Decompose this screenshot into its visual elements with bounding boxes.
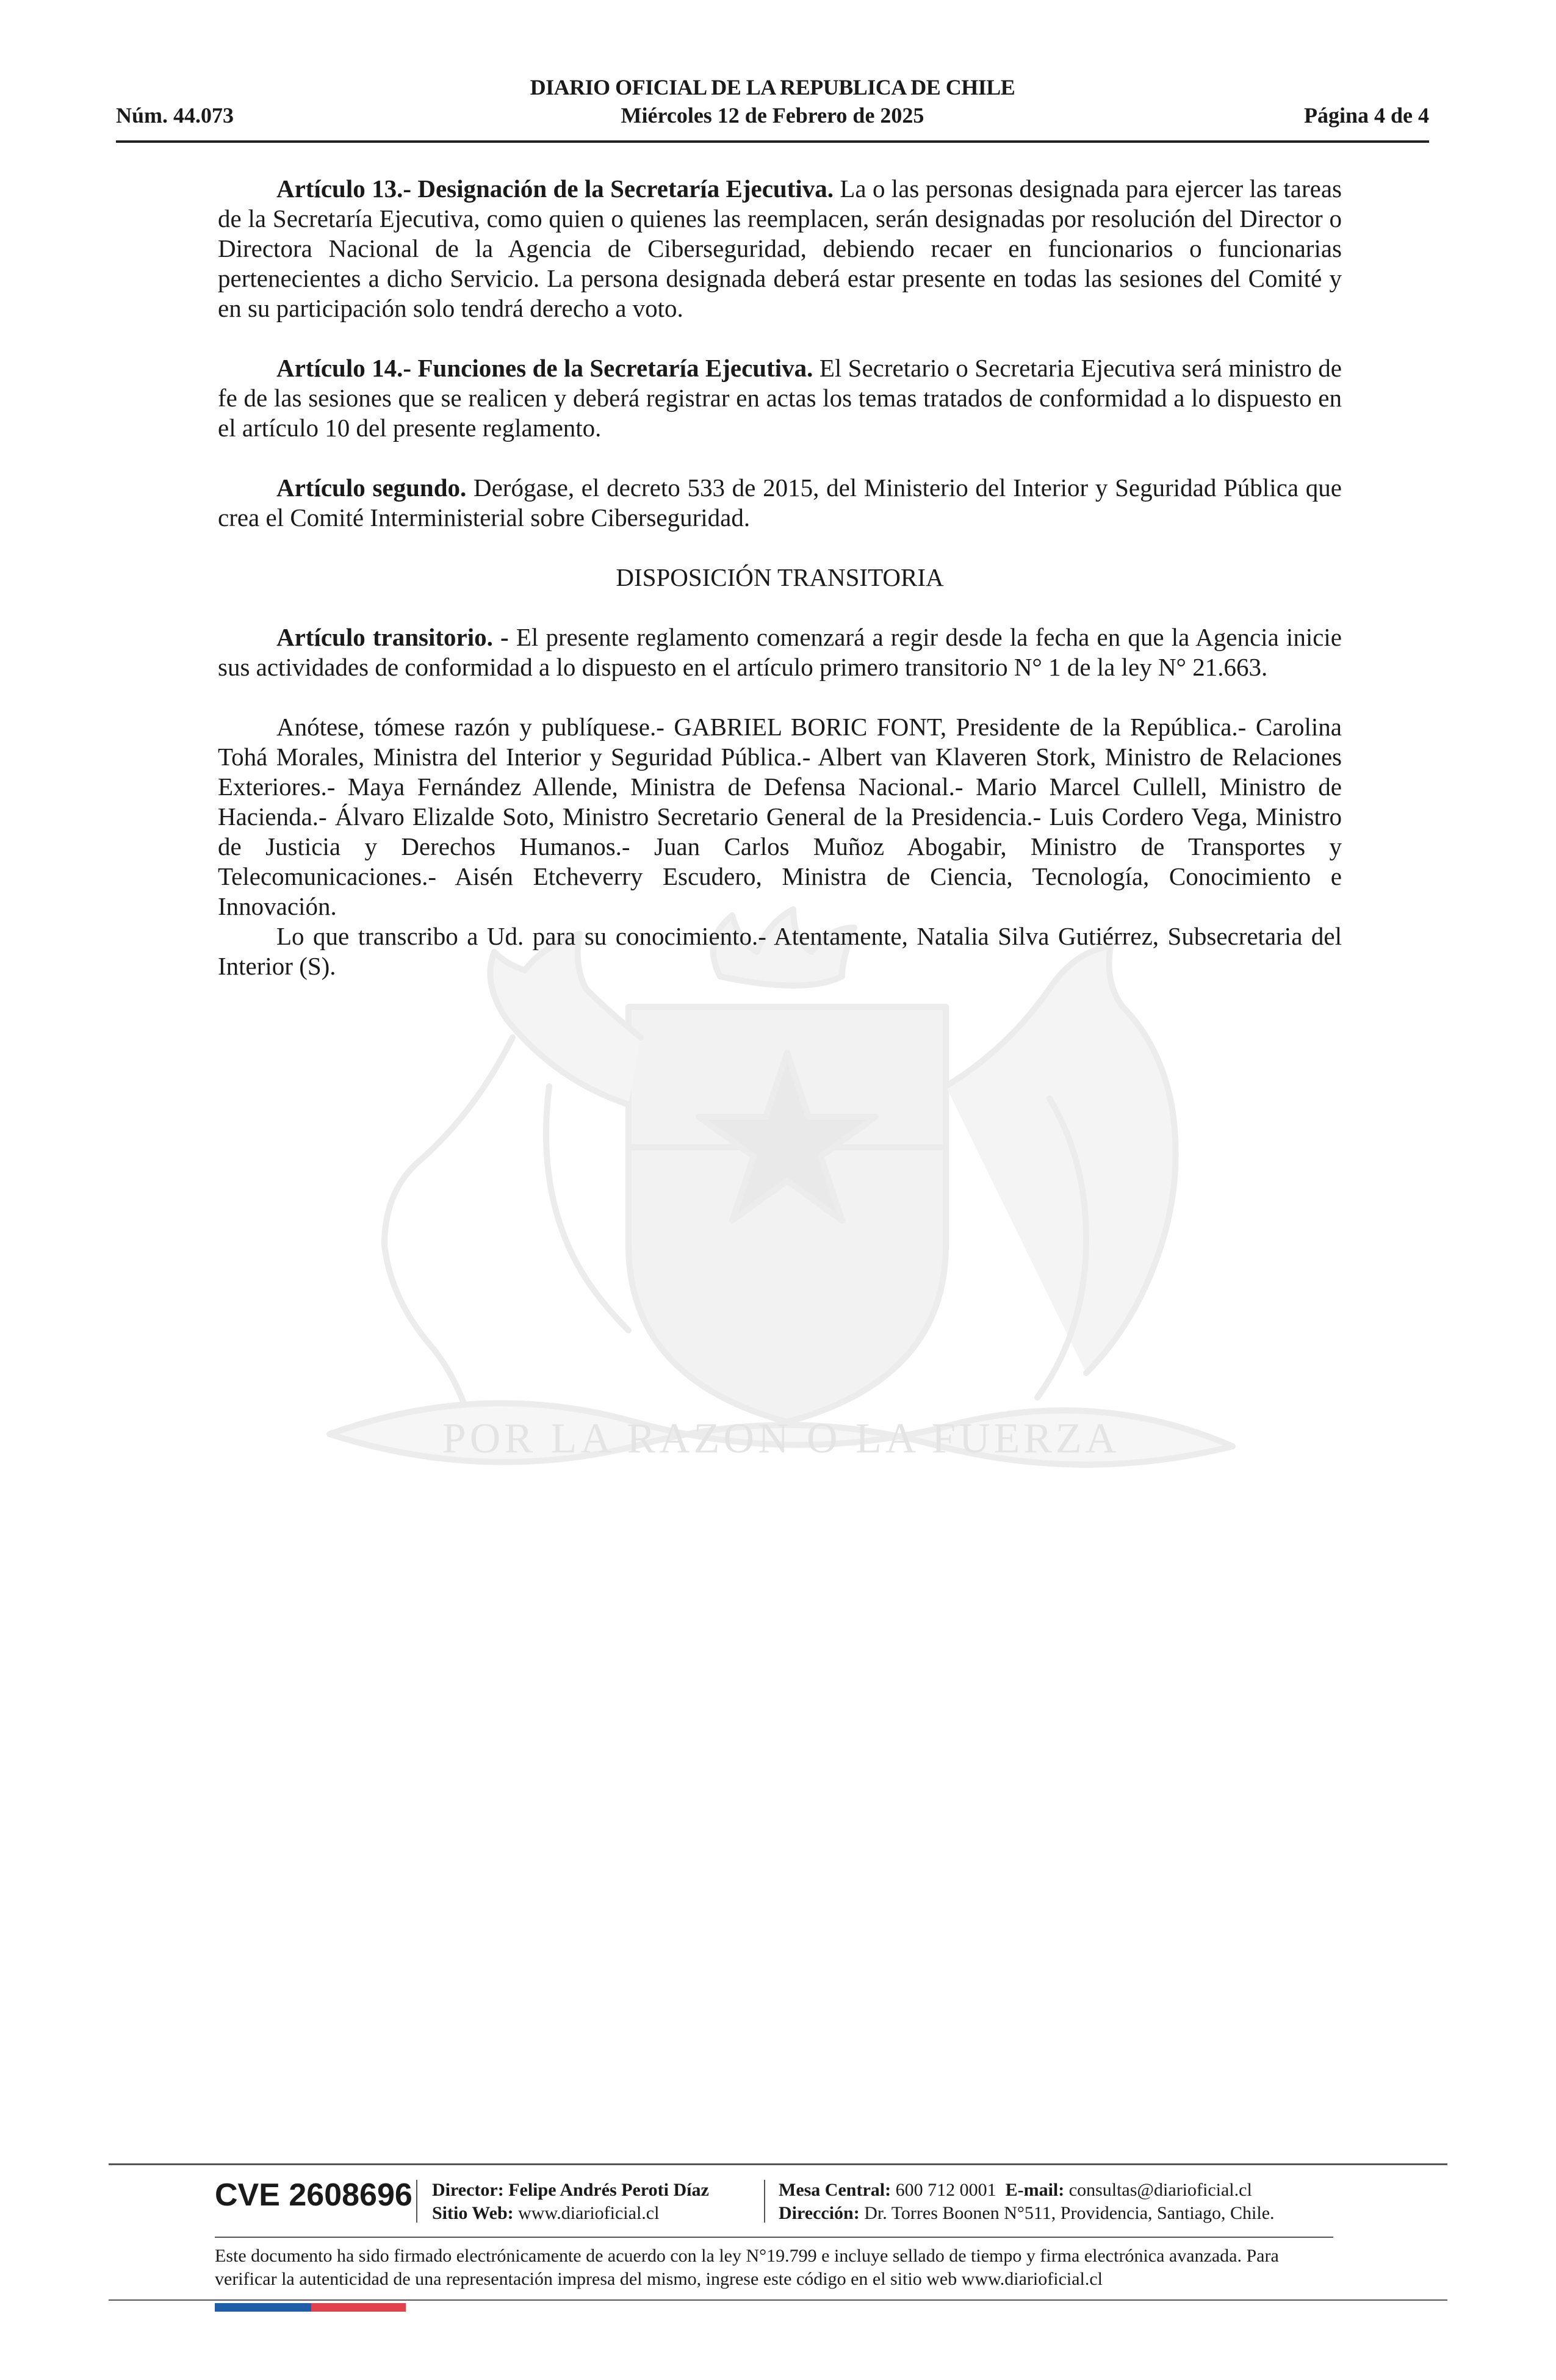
address-value: Dr. Torres Boonen N°511, Providencia, Santiago, Chile. — [864, 2203, 1275, 2223]
legal-notice: Este documento ha sido firmado electrónicamente de acuerdo con la ley N°19.799 e incluye sellado de tiempo y firma electrónica avanzada. Para verificar la autenticidad de una representación impresa del mismo, ingrese este código en el sitio web www.diarioficial.cl — [215, 2246, 1279, 2289]
footer-divider-mid — [215, 2237, 1333, 2238]
address-label: Dirección: — [779, 2203, 860, 2223]
article-transitorio — [218, 622, 1342, 682]
article-transitorio-heading: Artículo transitorio. - — [276, 623, 509, 651]
page-header — [116, 74, 1429, 146]
issue-number: Núm. 44.073 — [116, 103, 234, 128]
director-name: Felipe Andrés Peroti Díaz — [508, 2180, 709, 2200]
email-address[interactable]: consultas@diarioficial.cl — [1068, 2180, 1252, 2200]
header-divider — [116, 140, 1429, 143]
coat-of-arms-watermark-icon — [207, 903, 1355, 1550]
article-13-heading: Artículo 13.- Designación de la Secretaría Ejecutiva. — [276, 175, 834, 203]
footer-separator — [416, 2180, 417, 2223]
site-url[interactable]: www.diarioficial.cl — [518, 2203, 660, 2223]
article-segundo-text: Derógase, el decreto 533 de 2015, del Ministerio del Interior y Seguridad Pública que crea el Comité Interministerial sobre Ciberseguridad. — [218, 474, 1342, 532]
newspaper-title: DIARIO OFICIAL DE LA REPUBLICA DE CHILE — [530, 75, 1015, 99]
email-label: E-mail: — [1005, 2180, 1065, 2200]
article-transitorio-text: El presente reglamento comenzará a regir desde la fecha en que la Agencia inicie sus actividades de conformidad a lo dispuesto en el artículo primero transitorio N° 1 de la ley N° 21.663. — [218, 623, 1342, 681]
signatures-paragraph: Anótese, tómese razón y publíquese.- GABRIEL BORIC FONT, Presidente de la República.- Carolina Tohá Morales, Ministra del Interior y Seguridad Pública.- Albert van Klaveren Stork, Ministro de Relaciones Exteriores.- Maya Fernández Allende, Ministra de Defensa Nacional.- Mario Marcel Cullell, Ministro de Hacienda.- Álvaro Elizalde Soto, Ministro Secretario General de la Presidencia.- Luis Cordero Vega, Ministro de Justicia y Derechos Humanos.- Juan Carlos Muñoz Abogabir, Ministro de Transportes y Telecomunicaciones.- Aisén Etcheverry Escudero, Ministra de Ciencia, Tecnología, Conocimiento e Innovación. — [218, 713, 1342, 920]
director-label: Director: — [432, 2180, 504, 2200]
article-segundo — [218, 473, 1342, 533]
issue-date: Miércoles 12 de Febrero de 2025 — [621, 103, 924, 128]
footer-divider-top — [109, 2163, 1447, 2165]
article-segundo-heading: Artículo segundo. — [276, 474, 467, 502]
article-14-heading: Artículo 14.- Funciones de la Secretaría Ejecutiva. — [276, 354, 813, 382]
article-13-text: La o las personas designada para ejercer las tareas de la Secretaría Ejecutiva, como quien o quienes las reemplacen, serán designadas por resolución del Director o Directora Nacional de la Agencia de Ciberseguridad, debiendo recaer en funcionarios o funcionarias pertenecientes a dicho Servicio. La persona designada deberá estar presente en todas las sesiones del Comité y en su participación solo tendrá derecho a voto. — [218, 175, 1342, 322]
phone-number: 600 712 0001 — [895, 2180, 996, 2200]
document-body — [218, 174, 1342, 981]
article-14-text: El Secretario o Secretaria Ejecutiva será ministro de fe de las sesiones que se realicen y deberá registrar en actas los temas tratados de conformidad a lo dispuesto en el artículo 10 del presente reglamento. — [218, 354, 1342, 442]
article-14 — [218, 353, 1342, 443]
footer-director-block — [432, 2179, 709, 2225]
footer-divider-bottom — [109, 2299, 1447, 2301]
footer-contact-block — [779, 2179, 1275, 2225]
section-title: DISPOSICIÓN TRANSITORIA — [616, 563, 944, 591]
closing-paragraph: Lo que transcribo a Ud. para su conocimiento.- Atentamente, Natalia Silva Gutiérrez, Subsecretaria del Interior (S). — [218, 922, 1342, 980]
flag-bar-blue — [215, 2303, 311, 2312]
flag-bar-red — [311, 2303, 406, 2312]
footer-separator — [764, 2180, 765, 2223]
site-label: Sitio Web: — [432, 2203, 514, 2223]
page-indicator: Página 4 de 4 — [1303, 103, 1429, 128]
article-13 — [218, 174, 1342, 323]
cve-code: CVE 2608696 — [215, 2177, 412, 2213]
watermark-motto: POR LA RAZON O LA FUERZA — [442, 1415, 1120, 1462]
phone-label: Mesa Central: — [779, 2180, 891, 2200]
